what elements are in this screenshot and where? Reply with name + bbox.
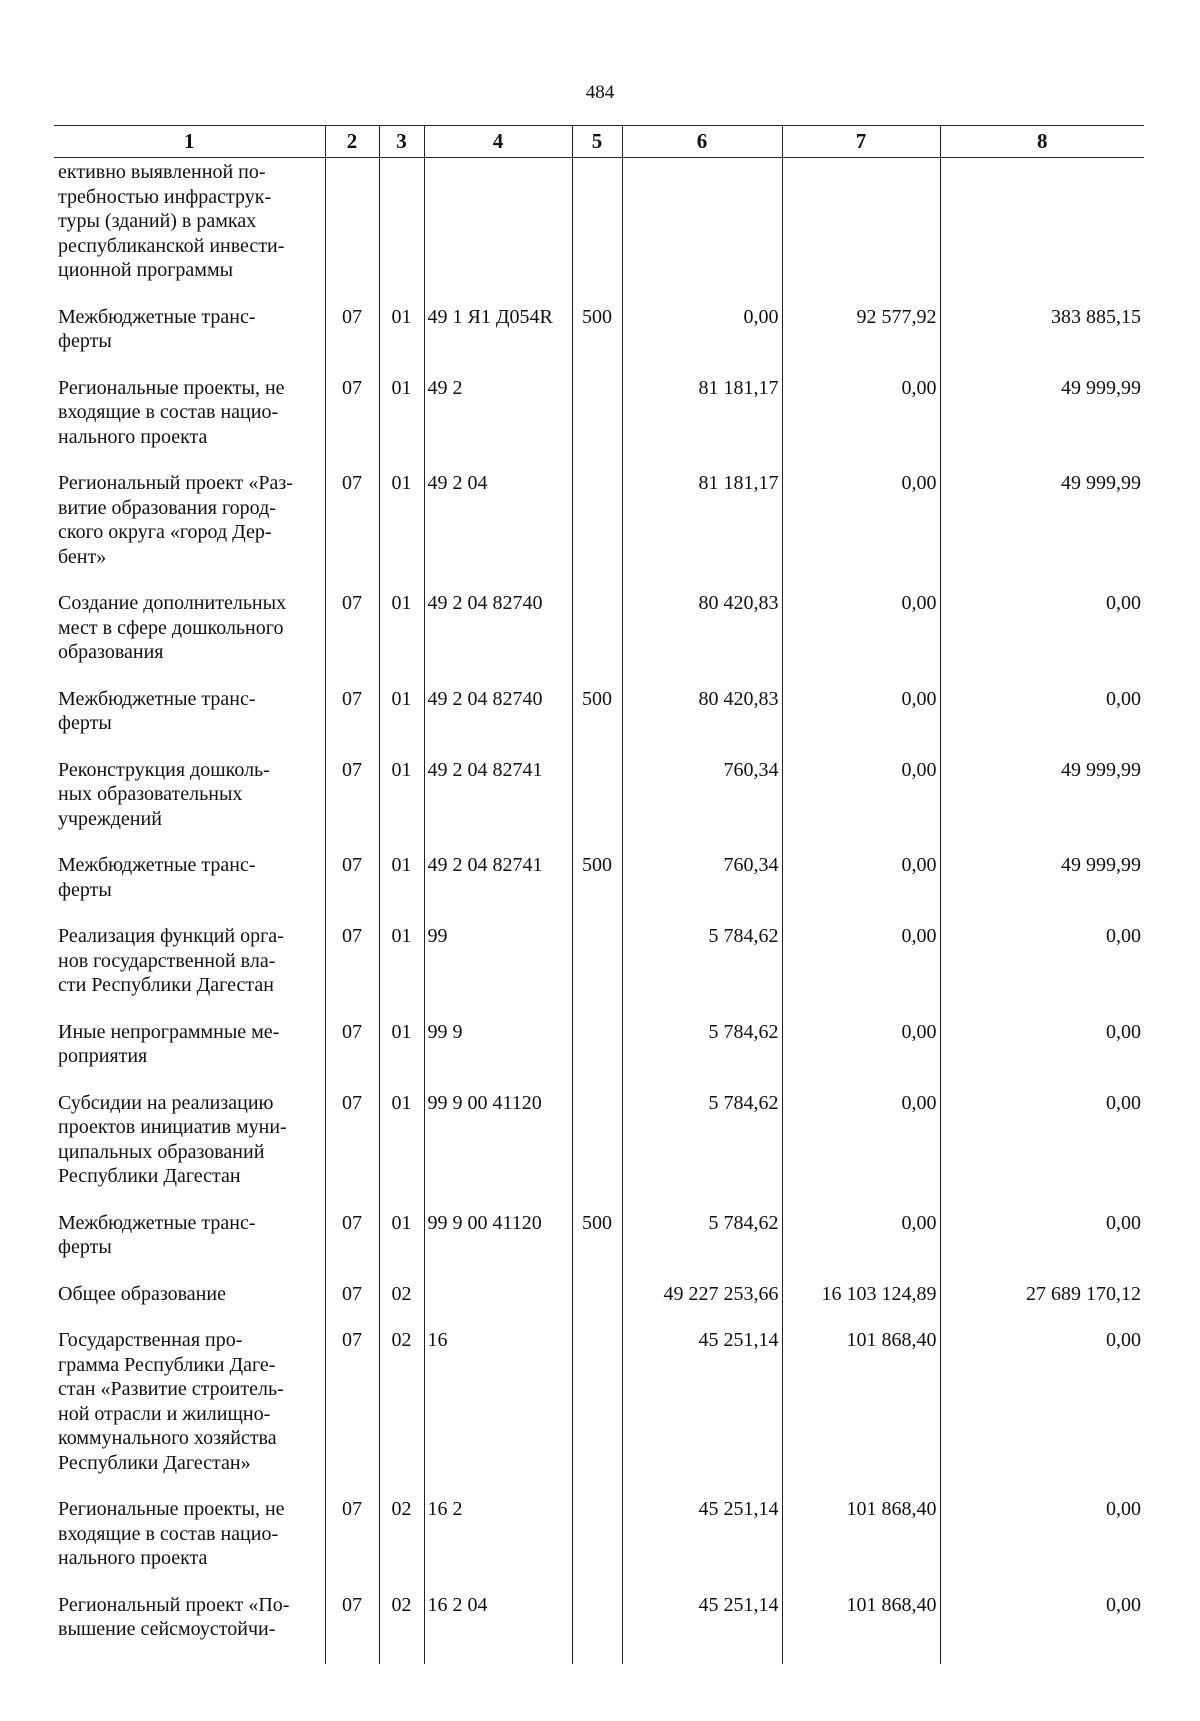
cell-description — [54, 305, 325, 376]
description-line: Межбюджетные транс- — [58, 854, 256, 876]
description-line: ского округа «город Дер- — [58, 521, 272, 543]
cell-section: 07 — [325, 687, 379, 758]
cell-amount-6: 760,34 — [622, 853, 782, 924]
cell-amount-8: 0,00 — [940, 1593, 1144, 1664]
description-line: ферты — [58, 712, 112, 734]
cell-section: 07 — [325, 924, 379, 1020]
description-line: Иные непрограммные ме- — [58, 1020, 280, 1043]
table-row — [54, 376, 1144, 472]
description-line: ционной программы — [58, 259, 234, 281]
budget-table — [54, 125, 1144, 1664]
cell-amount-8: 0,00 — [940, 1091, 1144, 1211]
cell-expense-type — [572, 1282, 622, 1329]
cell-target-article: 99 9 00 41120 — [424, 1091, 572, 1211]
cell-amount-6: 5 784,62 — [622, 924, 782, 1020]
cell-amount-6: 45 251,14 — [622, 1497, 782, 1593]
cell-section: 07 — [325, 1020, 379, 1091]
cell-amount-6: 45 251,14 — [622, 1593, 782, 1664]
cell-amount-6: 5 784,62 — [622, 1091, 782, 1211]
cell-section: 07 — [325, 1282, 379, 1329]
cell-amount-6: 45 251,14 — [622, 1328, 782, 1497]
cell-amount-8: 0,00 — [940, 591, 1144, 687]
cell-expense-type — [572, 376, 622, 472]
description-line: ферты — [58, 878, 112, 901]
cell-description — [54, 1091, 325, 1211]
cell-section: 07 — [325, 758, 379, 854]
cell-subsection: 01 — [379, 591, 424, 687]
description-line: ной отрасли и жилищно- — [58, 1402, 271, 1425]
cell-amount-8: 49 999,99 — [940, 376, 1144, 472]
cell-target-article: 49 2 04 82741 — [424, 853, 572, 924]
cell-expense-type — [572, 1593, 622, 1664]
page-number: 484 — [585, 82, 615, 103]
column-header: 5 — [572, 126, 622, 158]
cell-amount-7: 0,00 — [782, 1091, 940, 1211]
column-header: 4 — [424, 126, 572, 158]
cell-amount-7: 101 868,40 — [782, 1593, 940, 1664]
cell-description — [54, 1593, 325, 1664]
cell-amount-7: 101 868,40 — [782, 1497, 940, 1593]
cell-amount-6: 80 420,83 — [622, 591, 782, 687]
cell-target-article: 99 — [424, 924, 572, 1020]
table-row — [54, 1328, 1144, 1497]
table-row — [54, 158, 1144, 305]
description-line: мест в сфере дошкольного — [58, 616, 284, 639]
description-line: сти Республики Дагестан — [58, 974, 274, 996]
cell-amount-6: 81 181,17 — [622, 376, 782, 472]
cell-description — [54, 471, 325, 591]
cell-amount-7: 0,00 — [782, 376, 940, 472]
column-header: 6 — [622, 126, 782, 158]
cell-amount-8: 49 999,99 — [940, 758, 1144, 854]
cell-expense-type: 500 — [572, 853, 622, 924]
description-line: Субсидии на реализацию — [58, 1091, 274, 1114]
cell-subsection: 01 — [379, 1091, 424, 1211]
cell-amount-7: 0,00 — [782, 687, 940, 758]
cell-subsection: 02 — [379, 1328, 424, 1497]
table-header-row — [54, 126, 1144, 158]
cell-amount-8: 27 689 170,12 — [940, 1282, 1144, 1329]
description-line: Региональные проекты, не — [58, 376, 285, 399]
cell-target-article: 99 9 00 41120 — [424, 1211, 572, 1282]
cell-description — [54, 591, 325, 687]
cell-subsection: 01 — [379, 1020, 424, 1091]
cell-target-article: 49 2 04 82741 — [424, 758, 572, 854]
cell-expense-type — [572, 1328, 622, 1497]
cell-amount-7: 92 577,92 — [782, 305, 940, 376]
cell-expense-type — [572, 471, 622, 591]
cell-amount-7: 0,00 — [782, 591, 940, 687]
table-row — [54, 1593, 1144, 1664]
description-line: Межбюджетные транс- — [58, 305, 256, 328]
table-body — [54, 158, 1144, 1664]
cell-subsection: 01 — [379, 376, 424, 472]
table-row — [54, 758, 1144, 854]
description-line: требностью инфраструк- — [58, 185, 272, 208]
column-header: 7 — [782, 126, 940, 158]
description-line: Региональный проект «Раз- — [58, 472, 293, 494]
cell-amount-7: 0,00 — [782, 471, 940, 591]
description-line: Региональные проекты, не — [58, 1498, 285, 1520]
cell-amount-8: 0,00 — [940, 687, 1144, 758]
cell-target-article: 99 9 — [424, 1020, 572, 1091]
table-row — [54, 471, 1144, 591]
table-row — [54, 591, 1144, 687]
description-line: грамма Республики Даге- — [58, 1353, 276, 1376]
cell-section: 07 — [325, 853, 379, 924]
description-line: Государственная про- — [58, 1329, 243, 1351]
table-row — [54, 1020, 1144, 1091]
cell-expense-type — [572, 158, 622, 305]
description-line: бент» — [58, 545, 107, 568]
description-line: вышение сейсмоустойчи- — [58, 1618, 276, 1640]
description-line: роприятия — [58, 1045, 148, 1067]
cell-target-article: 49 2 04 — [424, 471, 572, 591]
cell-amount-7: 16 103 124,89 — [782, 1282, 940, 1329]
description-line: витие образования город- — [58, 496, 276, 519]
cell-amount-6: 81 181,17 — [622, 471, 782, 591]
cell-target-article — [424, 158, 572, 305]
cell-amount-8 — [940, 158, 1144, 305]
description-line: стан «Развитие строитель- — [58, 1378, 284, 1400]
description-line: ных образовательных — [58, 783, 243, 805]
cell-subsection: 02 — [379, 1593, 424, 1664]
table-row — [54, 687, 1144, 758]
cell-description — [54, 158, 325, 305]
cell-expense-type — [572, 1091, 622, 1211]
cell-subsection: 02 — [379, 1282, 424, 1329]
description-line: входящие в состав нацио- — [58, 1522, 279, 1545]
cell-section: 07 — [325, 1497, 379, 1593]
cell-description — [54, 758, 325, 854]
cell-amount-6: 0,00 — [622, 305, 782, 376]
cell-amount-7 — [782, 158, 940, 305]
table-row — [54, 924, 1144, 1020]
cell-subsection — [379, 158, 424, 305]
cell-target-article: 16 2 04 — [424, 1593, 572, 1664]
cell-description — [54, 1328, 325, 1497]
cell-amount-8: 49 999,99 — [940, 853, 1144, 924]
cell-amount-8: 0,00 — [940, 1497, 1144, 1593]
cell-subsection: 01 — [379, 687, 424, 758]
cell-amount-6: 5 784,62 — [622, 1020, 782, 1091]
cell-amount-7: 0,00 — [782, 924, 940, 1020]
cell-amount-7: 0,00 — [782, 758, 940, 854]
table-row — [54, 305, 1144, 376]
column-header: 1 — [54, 126, 325, 158]
cell-amount-8: 0,00 — [940, 924, 1144, 1020]
cell-expense-type — [572, 1020, 622, 1091]
cell-amount-6: 49 227 253,66 — [622, 1282, 782, 1329]
description-line: Реконструкция дошколь- — [58, 758, 270, 781]
description-line: Создание дополнительных — [58, 592, 287, 614]
description-line: Региональный проект «По- — [58, 1593, 290, 1616]
description-line: нального проекта — [58, 1547, 208, 1569]
cell-expense-type — [572, 924, 622, 1020]
cell-description — [54, 687, 325, 758]
cell-amount-6: 5 784,62 — [622, 1211, 782, 1282]
cell-subsection: 01 — [379, 471, 424, 591]
table-row — [54, 1091, 1144, 1211]
description-line: ферты — [58, 1236, 112, 1258]
column-header: 2 — [325, 126, 379, 158]
cell-description — [54, 853, 325, 924]
cell-amount-8: 0,00 — [940, 1020, 1144, 1091]
description-line: Межбюджетные транс- — [58, 687, 256, 710]
column-header: 8 — [940, 126, 1144, 158]
cell-amount-8: 383 885,15 — [940, 305, 1144, 376]
cell-target-article: 49 1 Я1 Д054R — [424, 305, 572, 376]
cell-amount-8: 49 999,99 — [940, 471, 1144, 591]
cell-subsection: 01 — [379, 758, 424, 854]
column-header: 3 — [379, 126, 424, 158]
cell-description — [54, 1211, 325, 1282]
cell-amount-7: 0,00 — [782, 853, 940, 924]
cell-amount-6: 760,34 — [622, 758, 782, 854]
description-line: ективно выявленной по- — [58, 161, 266, 183]
cell-section: 07 — [325, 1211, 379, 1282]
cell-section — [325, 158, 379, 305]
cell-target-article: 16 2 — [424, 1497, 572, 1593]
cell-description — [54, 1497, 325, 1593]
cell-description — [54, 1282, 325, 1329]
description-line: ципальных образований — [58, 1140, 265, 1163]
cell-amount-8: 0,00 — [940, 1211, 1144, 1282]
table-row — [54, 1497, 1144, 1593]
cell-amount-8: 0,00 — [940, 1328, 1144, 1497]
cell-section: 07 — [325, 591, 379, 687]
cell-subsection: 01 — [379, 924, 424, 1020]
cell-target-article: 49 2 04 82740 — [424, 591, 572, 687]
cell-expense-type — [572, 758, 622, 854]
cell-target-article: 16 — [424, 1328, 572, 1497]
cell-section: 07 — [325, 1091, 379, 1211]
description-line: проектов инициатив муни- — [58, 1116, 287, 1138]
description-line: республиканской инвести- — [58, 234, 285, 257]
table-row — [54, 1211, 1144, 1282]
description-line: образования — [58, 641, 164, 663]
cell-section: 07 — [325, 1593, 379, 1664]
cell-target-article — [424, 1282, 572, 1329]
description-line: Республики Дагестан — [58, 1165, 241, 1187]
table-row — [54, 853, 1144, 924]
cell-section: 07 — [325, 1328, 379, 1497]
cell-expense-type: 500 — [572, 687, 622, 758]
cell-target-article: 49 2 — [424, 376, 572, 472]
description-line: нального проекта — [58, 425, 208, 448]
cell-amount-6: 80 420,83 — [622, 687, 782, 758]
cell-section: 07 — [325, 305, 379, 376]
cell-description — [54, 1020, 325, 1091]
cell-description — [54, 924, 325, 1020]
cell-amount-7: 0,00 — [782, 1020, 940, 1091]
cell-expense-type: 500 — [572, 1211, 622, 1282]
cell-expense-type: 500 — [572, 305, 622, 376]
cell-subsection: 01 — [379, 305, 424, 376]
cell-description — [54, 376, 325, 472]
cell-target-article: 49 2 04 82740 — [424, 687, 572, 758]
description-line: Реализация функций орга- — [58, 925, 284, 947]
cell-section: 07 — [325, 376, 379, 472]
cell-amount-6 — [622, 158, 782, 305]
description-line: Республики Дагестан» — [58, 1451, 251, 1474]
table-row — [54, 1282, 1144, 1329]
description-line: учреждений — [58, 807, 162, 830]
cell-amount-7: 0,00 — [782, 1211, 940, 1282]
cell-section: 07 — [325, 471, 379, 591]
cell-expense-type — [572, 1497, 622, 1593]
description-line: туры (зданий) в рамках — [58, 210, 257, 232]
description-line: Межбюджетные транс- — [58, 1211, 256, 1234]
description-line: коммунального хозяйства — [58, 1427, 277, 1449]
description-line: Общее образование — [58, 1282, 226, 1305]
description-line: нов государственной вла- — [58, 949, 276, 972]
cell-amount-7: 101 868,40 — [782, 1328, 940, 1497]
description-line: ферты — [58, 330, 112, 352]
cell-subsection: 01 — [379, 853, 424, 924]
cell-subsection: 01 — [379, 1211, 424, 1282]
cell-subsection: 02 — [379, 1497, 424, 1593]
cell-expense-type — [572, 591, 622, 687]
description-line: входящие в состав нацио- — [58, 401, 279, 423]
